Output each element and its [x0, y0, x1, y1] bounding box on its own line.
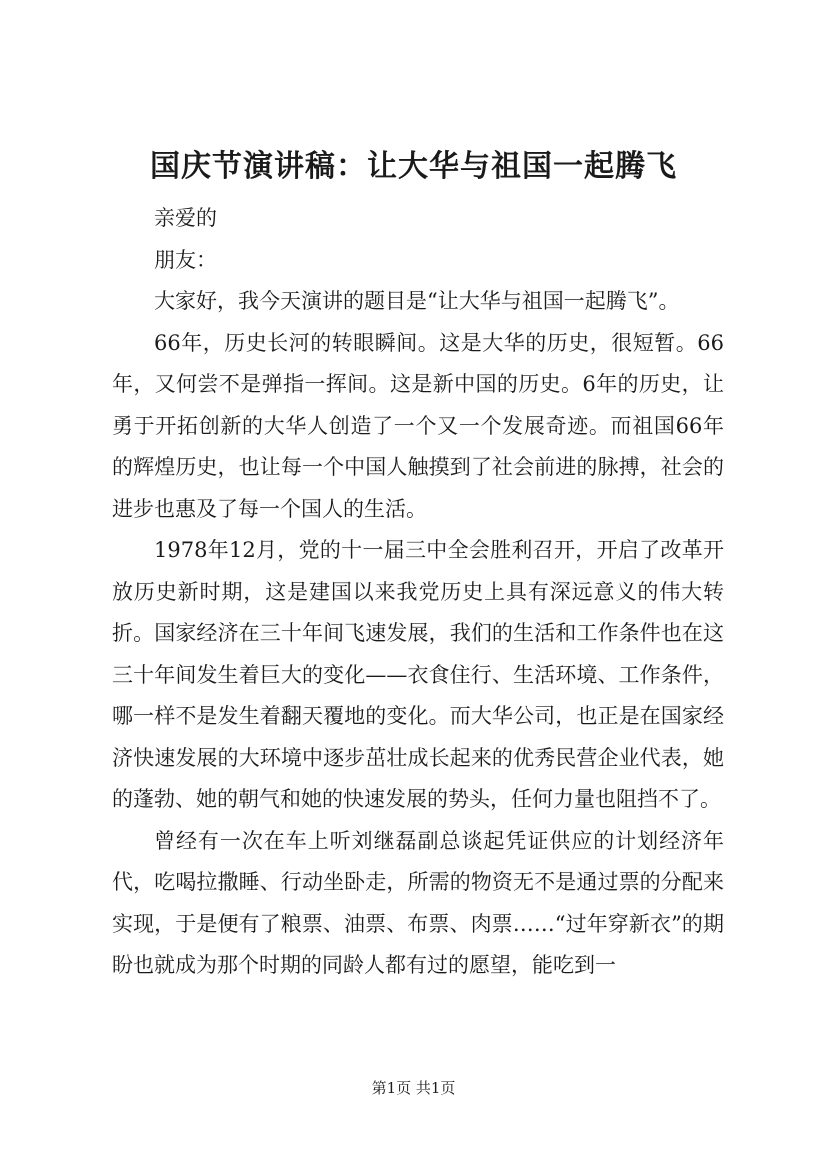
- paragraph: 大家好，我今天演讲的题目是“让大华与祖国一起腾飞”。: [154, 289, 680, 313]
- document-title: 国庆节演讲稿：让大华与祖国一起腾飞: [150, 149, 677, 184]
- paragraph: 曾经有一次在车上听刘继磊副总谈起凭证供应的计划经济年代，吃喝拉撒睡、行动坐卧走，所需的物资无不是通过票的分配来实现，于是便有了粮票、油票、布票、肉票……“过年穿新衣”的期盼也就成为那个时期的同龄人都有过的愿望，能吃到一: [112, 828, 724, 977]
- salutation-line-1: 亲爱的: [154, 206, 217, 230]
- document-body: [112, 198, 724, 987]
- paragraph: 66年，历史长河的转眼瞬间。这是大华的历史，很短暂。66年，又何尝不是弹指一挥间。这是新中国的历史。6年的历史，让勇于开拓创新的大华人创造了一个又一个发展奇迹。而祖国66年的辉煌历史，也让每一个中国人触摸到了社会前进的脉搏，社会的进步也惠及了每一个国人的生活。: [112, 330, 724, 521]
- page-number-footer: 第1页 共1页: [371, 1079, 456, 1097]
- paragraph: 1978年12月，党的十一届三中全会胜利召开，开启了改革开放历史新时期，这是建国以来我党历史上具有深远意义的伟大转折。国家经济在三十年间飞速发展，我们的生活和工作条件也在这三十年间发生着巨大的变化——衣食住行、生活环境、工作条件，哪一样不是发生着翻天覆地的变化。而大华公司，也正是在国家经济快速发展的大环境中逐步茁壮成长起来的优秀民营企业代表，她的蓬勃、她的朝气和她的快速发展的势头，任何力量也阻挡不了。: [112, 538, 724, 811]
- salutation-line-2: 朋友：: [154, 247, 217, 272]
